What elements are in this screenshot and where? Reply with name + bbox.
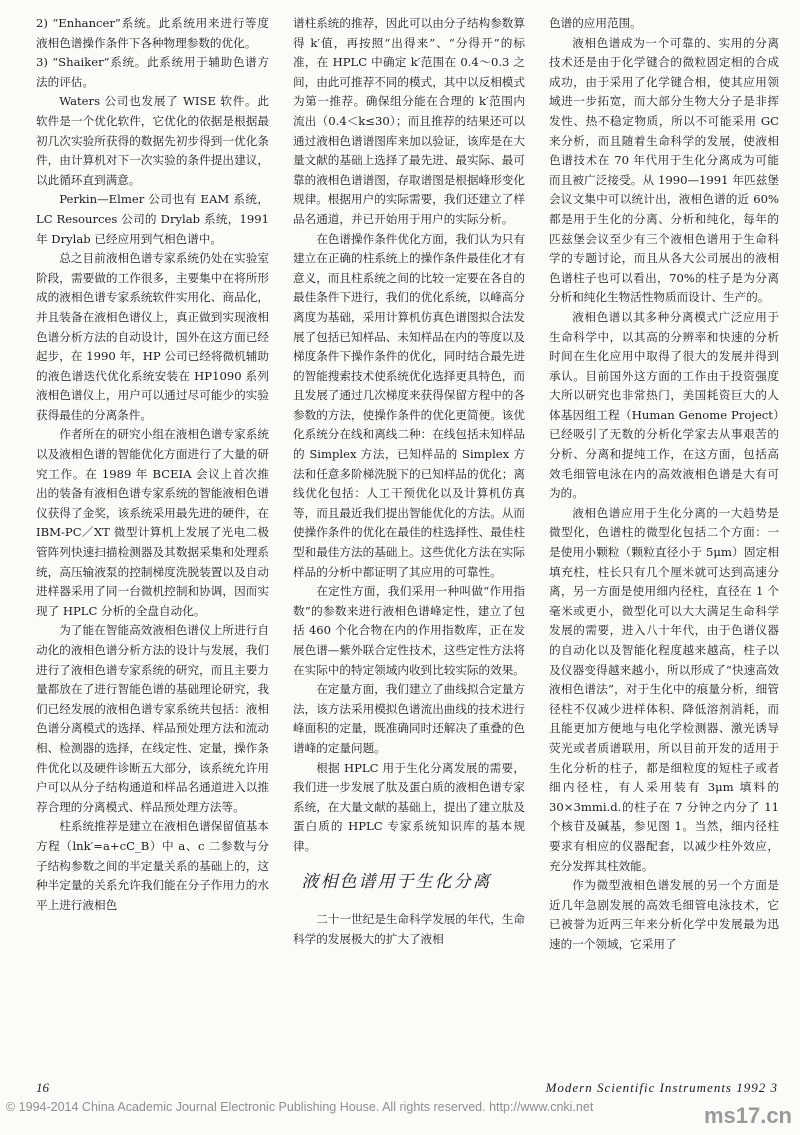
paragraph: 为了能在智能高效液相色谱仪上所进行自动化的液相色谱分析方法的设计与发展，我们进行了液相色谱专家系统的研究，而且主要力量都放在了进行智能色谱的基础理论研究，我们已经发展的液相色谱专家系统共包括：液相色谱分离模式的选择、样品预处理方法和流动相、检测器的选择，在线定性、定量，操作条件优化以及硬件诊断五大部分，该系统允许用户可以从分子结构通道和样品名通道进入以推荐合理的分离模式、样品预处理方法等。	[36, 623, 269, 814]
paragraph: 3) “Shaiker”系统。此系统用于辅助色谱方法的评估。	[36, 55, 269, 89]
page-number: 16	[36, 1080, 49, 1095]
paragraph: 根据 HPLC 用于生化分离发展的需要，我们进一步发展了肽及蛋白质的液相色谱专家系统，在大量文献的基础上，提出了建立肽及蛋白质的 HPLC 专家系统知识库的基本规律。	[293, 760, 525, 853]
section-heading: 液相色谱用于生化分离	[301, 871, 492, 892]
paragraph: 谱柱系统的推荐，因此可以由分子结构参数算得 k′值，再按照“出得来”、“分得开”的标准，在 HPLC 中确定 k′范围在 0.4～0.3 之间，由此可推荐不同的模式，其中以反相模式为第一推荐。确保组分能在合理的 k′范围内流出（0.4＜k≤30）；而且推荐的结果还可以通过液相色谱谱图库来加以验证，该库是在大量文献的基础上选择了最先进、最实际、最可靠的液相色谱谱图，存取谱图是根据峰形变化规律。根据用户的实际需要，我们还建立了样品名通道，并已开始用于用户的实际分析。	[293, 16, 525, 226]
column-middle	[293, 14, 525, 949]
paragraph: 液相色谱应用于生化分离的一大趋势是微型化，色谱柱的微型化包括二个方面：一是使用小颗粒（颗粒直径小于 5μm）固定相填充柱，柱长只有几个厘米就可达到高速分离，另一方面是使用细内径柱，直径在 1 个毫米或更小，微型化可以大大满足生命科学发展的需要，进入八十年代，由于色谱仪器的自动化以及智能化程度越来越高，柱子以及仪器变得越来越小，所以形成了“快速高效液相色谱法”，对于生化中的痕量分析，细管径柱不仅减少进样体积、降低溶剂消耗，而且能更加方便地与电化学检测器、激光诱导荧光或者质谱联用，所以目前开发的适用于生化分析的柱子，都是细粒度的短柱子或者细内径柱，有人采用装有 3μm 填料的 30×3mmi.d.的柱子在 7 分钟之内分了 11 个核苷及碱基，参见图 1。当然，细内径柱要求有相应的仪器配套，以减少柱外效应，充分发挥其柱效能。	[549, 505, 779, 873]
paragraph: Perkin—Elmer 公司也有 EAM 系统，LC Resources 公司的 Drylab 系统，1991 年 Drylab 已经应用到气相色谱中。	[36, 192, 269, 246]
watermark-logo: ms17.cn	[703, 1103, 792, 1128]
paragraph: 二十一世纪是生命科学发展的年代，生命科学的发展极大的扩大了液相	[293, 912, 525, 946]
paragraph: 2) “Enhancer”系统。此系统用来进行等度液相色谱操作条件下各种物理参数的优化。	[36, 16, 269, 50]
journal-title: Modern Scientific Instruments 1992 3	[545, 1080, 778, 1095]
paragraph: Waters 公司也发展了 WISE 软件。此软件是一个优化软件，它优化的依据是根据最初几次实验所获得的数据先初步得到一优化条件，由计算机对下一次实验的条件提出建议，以此循环直到满意。	[36, 94, 269, 187]
copyright-notice: © 1994-2014 China Academic Journal Electronic Publishing House. All rights reserved. http://www.cnki.net	[6, 1100, 594, 1114]
paragraph: 作为微型液相色谱发展的另一个方面是近几年急剧发展的高效毛细管电泳技术，它已被誉为近两三年来分析化学中发展最为迅速的一个领域，它采用了	[549, 878, 779, 951]
paragraph: 液相色谱成为一个可靠的、实用的分离技术还是由于化学键合的微粒固定相的合成成功，由于采用了化学键合相，使其应用领域进一步拓宽，而大部分生物大分子是非挥发性、热不稳定物质，所以不可能采用 GC 来分析，而且随着生命科学的发展，使液相色谱技术在 70 年代用于生化分离成为可能而且被广泛接受。从 1990—1991 年匹兹堡会议文集中可以统计出，液相色谱的近 60%都是用于生化的分离、分析和纯化，每年的匹兹堡会议至少有三个液相色谱用于生命科学的专题讨论，而且从各大公司展出的液相色谱柱子也可以看出，70%的柱子是为分离分析和纯化生物活性物质而设计、生产的。	[549, 35, 779, 305]
paragraph: 液相色谱以其多种分离模式广泛应用于生命科学中，以其高的分辨率和快速的分析时间在生化应用中取得了很大的发展并得到承认。目前国外这方面的工作由于投资强度大所以研究也非常热门，美国耗资巨大的人体基因组工程（Human Genome Project）已经吸引了无数的分析化学家去从事艰苦的分析、分离和提纯工作，在这方面，包括高效毛细管电泳在内的高效液相色谱是大有可为的。	[549, 309, 779, 501]
column-left	[36, 14, 269, 915]
page-footer	[36, 1080, 778, 1098]
paragraph: 在定性方面，我们采用一种叫做“作用指数”的参数来进行液相色谱峰定性，建立了包括 460 个化合物在内的作用指数库，正在发展色谱—紫外联合定性技术，这些定性方法将在实际中的特定领域内收到比较实际的效果。	[293, 584, 525, 677]
paragraph: 柱系统推荐是建立在液相色谱保留值基本方程（lnk′=a+cC_B）中 a、c 二参数与分子结构参数之间的半定量关系的基础上的，这种半定量的关系允许我们能在分子作用力的水平上进行液相色	[36, 819, 269, 912]
paragraph: 作者所在的研究小组在液相色谱专家系统以及液相色谱的智能优化方面进行了大量的研究工作。在 1989 年 BCEIA 会议上首次推出的装备有液相色谱专家系统的智能液相色谱仪获得了金奖，该系统采用最先进的硬件，在 IBM-PC／XT 微型计算机上发展了光电二极管阵列快速扫描检测器及其数据采集和处理系统，高压输液泵的控制梯度洗脱装置以及自动进样器采用了同一台微机控制和协调，因而实现了 HPLC 分析的全盘自动化。	[36, 427, 269, 618]
paragraph: 色谱的应用范围。	[549, 16, 642, 30]
column-right	[549, 14, 779, 955]
paragraph: 总之目前液相色谱专家系统仍处在实验室阶段，需要做的工作很多，主要集中在将所形成的液相色谱专家系统软件实用化、商品化，并且装备在液相色谱仪上，真正做到实现液相色谱分析方法的自动设计，国外在这方面已经起步，在 1990 年，HP 公司已经将微机辅助的液色谱迭代优化系统安装在 HP1090 系列液相色谱仪上，用户可以通过尽可能少的实验获得最佳的分离条件。	[36, 251, 269, 422]
paragraph: 在定量方面，我们建立了曲线拟合定量方法，该方法采用模拟色谱流出曲线的技术进行峰面积的定量，既准确同时还解决了重叠的色谱峰的定量问题。	[293, 682, 525, 755]
paragraph: 在色谱操作条件优化方面，我们认为只有建立在正确的柱系统上的操作条件最佳化才有意义，而且柱系统之间的比较一定要在各自的最佳条件下进行，我们的优化系统，以峰高分离度为基础，采用计算机仿真色谱图拟合法发展了包括已知样品、未知样品在内的等度以及梯度条件下操作条件的优化，同时结合最先进的智能搜索技术使系统优化选择更具特色，而且发展了通过几次梯度来获得保留方程中的各参数的方法，使操作条件的优化更简便。该优化系统分在线和离线二种：在线包括未知样品的 Simplex 方法，已知样品的 Simplex 方法和任意多阶梯洗脱下的已知样品的优化；离线优化包括：人工干预优化以及计算机仿真等，而且最近我们提出智能优化的方法。从而使操作条件的优化在最佳的柱选择性、最佳柱型和最佳方法的基础上。这些优化方法在实际样品的分析中都证明了其应用的可靠性。	[293, 231, 525, 579]
